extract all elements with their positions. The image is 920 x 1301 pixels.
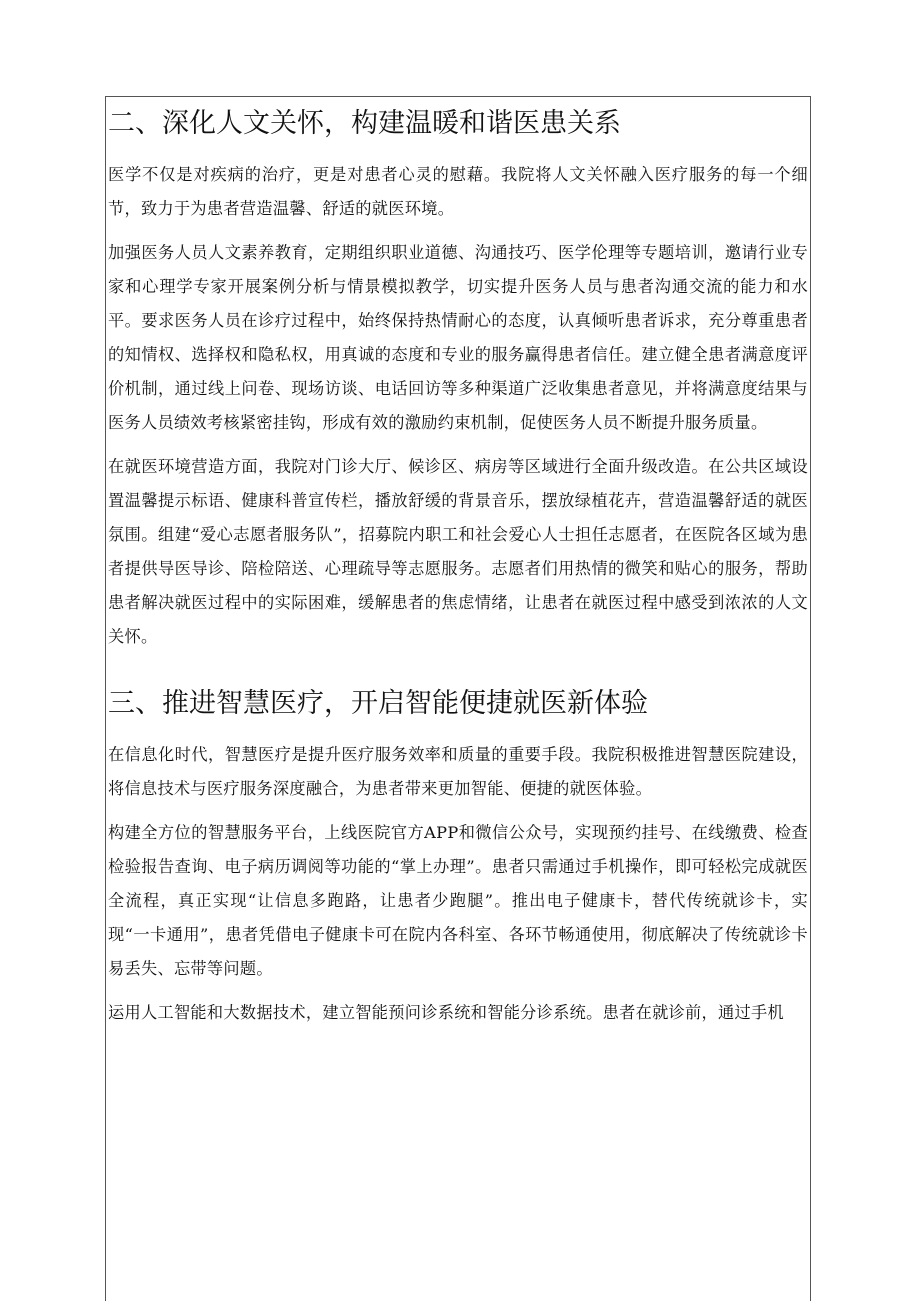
paragraph: 加强医务人员人文素养教育，定期组织职业道德、沟通技巧、医学伦理等专题培训，邀请行业专家和心理学专家开展案例分析与情景模拟教学，切实提升医务人员与患者沟通交流的能力和水平。要求医务人员在诊疗过程中，始终保持热情耐心的态度，认真倾听患者诉求，充分尊重患者的知情权、选择权和隐私权，用真诚的态度和专业的服务赢得患者信任。建立健全患者满意度评价机制，通过线上问卷、现场访谈、电话回访等多种渠道广泛收集患者意见，并将满意度结果与医务人员绩效考核紧密挂钩，形成有效的激励约束机制，促使医务人员不断提升服务质量。 [108,243,808,432]
document-body [108,100,808,1030]
paragraph: 在就医环境营造方面，我院对门诊大厅、候诊区、病房等区域进行全面升级改造。在公共区域设置温馨提示标语、健康科普宣传栏，播放舒缓的背景音乐，摆放绿植花卉，营造温馨舒适的就医氛围。组建“爱心志愿者服务队”，招募院内职工和社会爱心人士担任志愿者，在医院各区域为患者提供导医导诊、陪检陪送、心理疏导等志愿服务。志愿者们用热情的微笑和贴心的服务，帮助患者解决就医过程中的实际困难，缓解患者的焦虑情绪，让患者在就医过程中感受到浓浓的人文关怀。 [108,457,808,646]
paragraph: 医学不仅是对疾病的治疗，更是对患者心灵的慰藉。我院将人文关怀融入医疗服务的每一个细节，致力于为患者营造温馨、舒适的就医环境。 [108,165,808,218]
paragraph: 构建全方位的智慧服务平台，上线医院官方APP和微信公众号，实现预约挂号、在线缴费、检查检验报告查询、电子病历调阅等功能的“掌上办理”。患者只需通过手机操作，即可轻松完成就医全流程，真正实现“让信息多跑路，让患者少跑腿”。推出电子健康卡，替代传统就诊卡，实现“一卡通用”，患者凭借电子健康卡可在院内各科室、各环节畅通使用，彻底解决了传统就诊卡易丢失、忘带等问题。 [108,823,808,978]
paragraph: 运用人工智能和大数据技术，建立智能预问诊系统和智能分诊系统。患者在就诊前，通过手机 [108,1003,784,1022]
section-heading-3: 三、推进智慧医疗，开启智能便捷就医新体验 [108,688,648,719]
section-heading-2: 二、深化人文关怀，构建温暖和谐医患关系 [108,108,621,139]
paragraph: 在信息化时代，智慧医疗是提升医疗服务效率和质量的重要手段。我院积极推进智慧医院建设，将信息技术与医疗服务深度融合，为患者带来更加智能、便捷的就医体验。 [108,745,808,798]
